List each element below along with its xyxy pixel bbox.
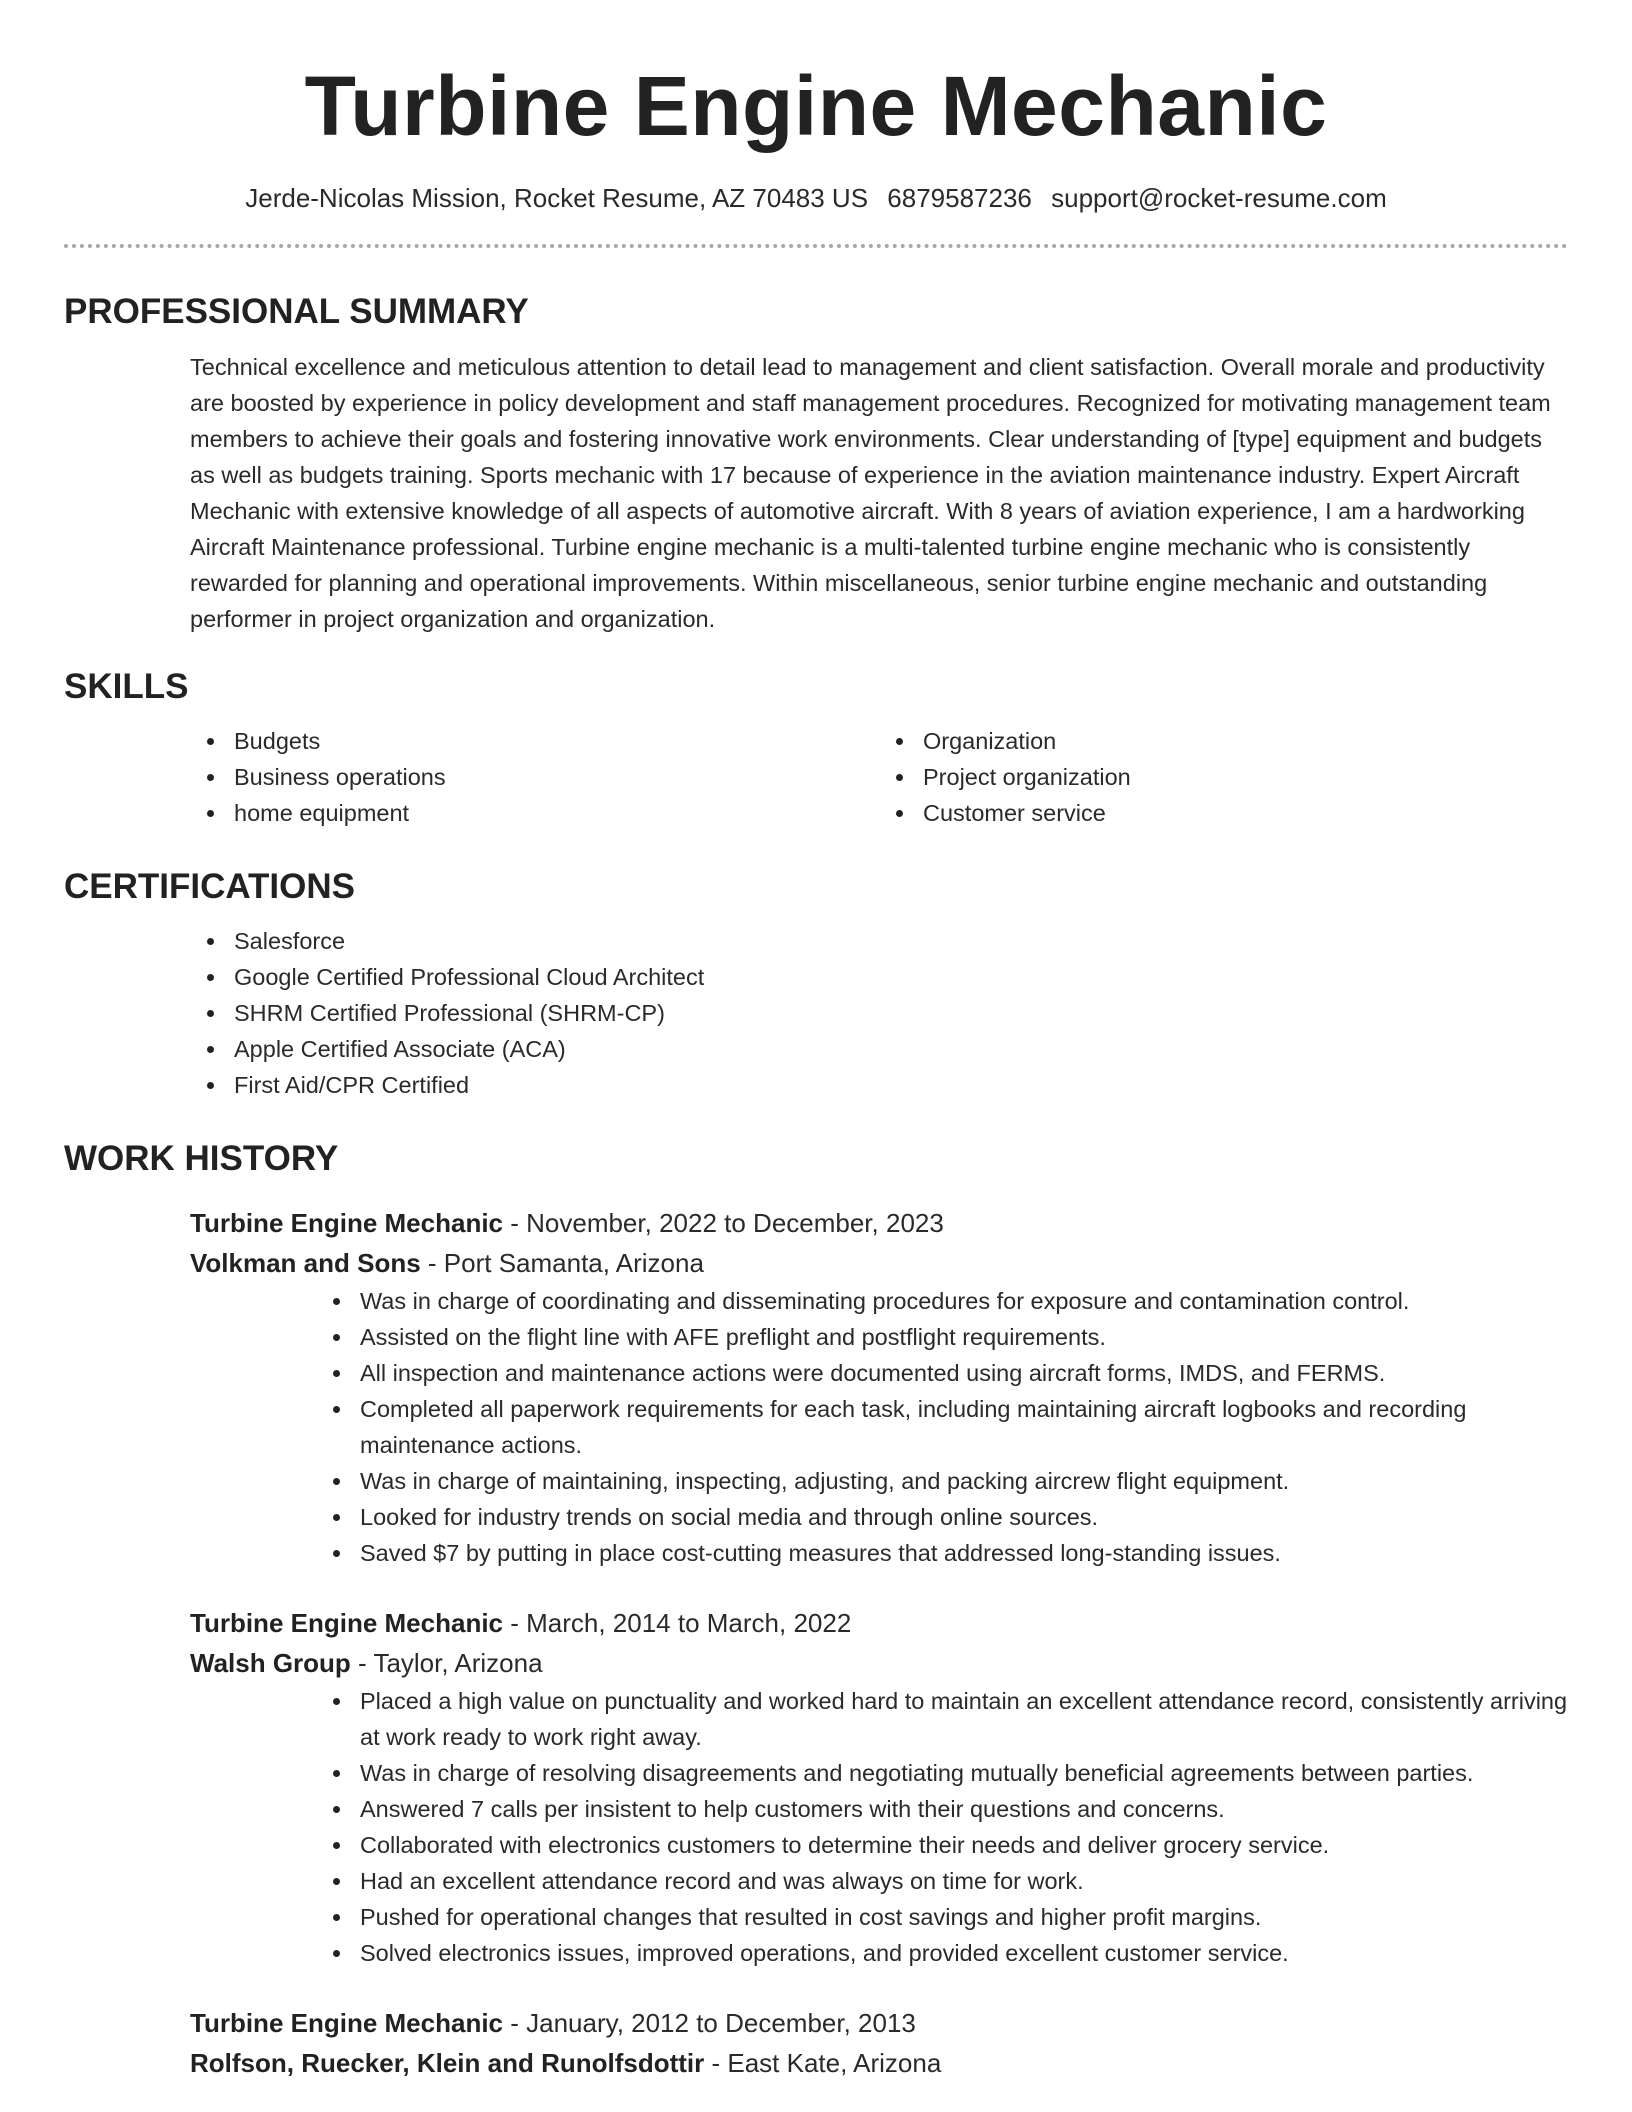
job-duty: Placed a high value on punctuality and worked hard to maintain an excellent attendance record, consistently arriving at work ready to work right away. [360, 1683, 1568, 1755]
certification-item: First Aid/CPR Certified [234, 1067, 1568, 1103]
job-company: Rolfson, Ruecker, Klein and Runolfsdottir [190, 2048, 705, 2078]
skill-item: Project organization [923, 759, 1568, 795]
certification-item: Salesforce [234, 923, 1568, 959]
job-dates: - November, 2022 to December, 2023 [503, 1208, 944, 1238]
job-title-line [190, 1603, 1568, 1643]
job-duty: All inspection and maintenance actions were documented using aircraft forms, IMDS, and FERMS. [360, 1355, 1568, 1391]
job-duties-list [190, 1283, 1568, 1571]
summary-heading: PROFESSIONAL SUMMARY [64, 292, 529, 331]
job-company: Walsh Group [190, 1648, 351, 1678]
certifications-section [64, 865, 1568, 1103]
skills-list-left [190, 723, 879, 831]
skill-item: Customer service [923, 795, 1568, 831]
job-role: Turbine Engine Mechanic [190, 1608, 504, 1638]
certifications-list [190, 923, 1568, 1103]
job-duty: Solved electronics issues, improved operations, and provided excellent customer service. [360, 1935, 1568, 1971]
job-dates: - March, 2014 to March, 2022 [503, 1608, 852, 1638]
job-duty: Was in charge of maintaining, inspecting, adjusting, and packing aircrew flight equipment. [360, 1463, 1568, 1499]
certification-item: Google Certified Professional Cloud Architect [234, 959, 1568, 995]
job-duty: Collaborated with electronics customers to determine their needs and deliver grocery service. [360, 1827, 1568, 1863]
job-duty: Answered 7 calls per insistent to help customers with their questions and concerns. [360, 1791, 1568, 1827]
job-duties-list [190, 1683, 1568, 1971]
job-dates: - January, 2012 to December, 2013 [503, 2008, 916, 2038]
skills-list-right [879, 723, 1568, 831]
summary-section [64, 290, 1568, 637]
job-duty: Was in charge of coordinating and disseminating procedures for exposure and contamination control. [360, 1283, 1568, 1319]
contact-phone: 6879587236 [887, 183, 1032, 213]
job-duty: Assisted on the flight line with AFE preflight and postflight requirements. [360, 1319, 1568, 1355]
certification-item: SHRM Certified Professional (SHRM-CP) [234, 995, 1568, 1031]
summary-text: Technical excellence and meticulous attention to detail lead to management and client satisfaction. Overall morale and productivity are boosted by experience in policy development and staff management procedures. Recognized for motivating management team members to achieve their goals and fostering innovative work environments. Clear understanding of [type] equipment and budgets as well as budgets training. Sports mechanic with 17 because of experience in the aviation maintenance industry. Expert Aircraft Mechanic with extensive knowledge of all aspects of automotive aircraft. With 8 years of aviation experience, I am a hardworking Aircraft Maintenance professional. Turbine engine mechanic is a multi-talented turbine engine mechanic who is consistently rewarded for planning and operational improvements. Within miscellaneous, senior turbine engine mechanic and outstanding performer in project organization and organization. [190, 354, 1551, 632]
job-company: Volkman and Sons [190, 1248, 421, 1278]
skill-item: Budgets [234, 723, 879, 759]
job-company-line [190, 1243, 1568, 1283]
contact-address: Jerde-Nicolas Mission, Rocket Resume, AZ 70483 US [245, 183, 869, 213]
resume-page [64, 0, 1568, 2083]
job-duty: Was in charge of resolving disagreements and negotiating mutually beneficial agreements between parties. [360, 1755, 1568, 1791]
job-duty: Completed all paperwork requirements for each task, including maintaining aircraft logbooks and recording maintenance actions. [360, 1391, 1568, 1463]
certifications-body [190, 923, 1568, 1103]
job-role: Turbine Engine Mechanic [190, 1208, 504, 1238]
job-title-line [190, 1203, 1568, 1243]
job-duty: Pushed for operational changes that resulted in cost savings and higher profit margins. [360, 1899, 1568, 1935]
job-company-line [190, 1643, 1568, 1683]
skill-item: home equipment [234, 795, 879, 831]
contact-line [64, 182, 1568, 214]
job-company-line [190, 2043, 1568, 2083]
skills-section [64, 665, 1568, 831]
work-history-heading: WORK HISTORY [64, 1139, 339, 1178]
job-duty: Looked for industry trends on social media and through online sources. [360, 1499, 1568, 1535]
skill-item: Business operations [234, 759, 879, 795]
job-location: - East Kate, Arizona [704, 2048, 942, 2078]
job-entry [190, 1203, 1568, 1571]
job-entry [190, 1603, 1568, 1971]
job-title-line [190, 2003, 1568, 2043]
skill-item: Organization [923, 723, 1568, 759]
header-divider [64, 244, 1568, 248]
certification-item: Apple Certified Associate (ACA) [234, 1031, 1568, 1067]
resume-name: Turbine Engine Mechanic [304, 59, 1328, 153]
work-history-section [64, 1137, 1568, 2083]
job-duty: Had an excellent attendance record and was always on time for work. [360, 1863, 1568, 1899]
skills-columns [190, 723, 1568, 831]
job-duty: Saved $7 by putting in place cost-cutting measures that addressed long-standing issues. [360, 1535, 1568, 1571]
contact-email: support@rocket-resume.com [1051, 183, 1387, 213]
job-role: Turbine Engine Mechanic [190, 2008, 504, 2038]
skills-heading: SKILLS [64, 667, 189, 706]
certifications-heading: CERTIFICATIONS [64, 867, 356, 906]
job-location: - Port Samanta, Arizona [420, 1248, 704, 1278]
job-location: - Taylor, Arizona [350, 1648, 543, 1678]
job-entry [190, 2003, 1568, 2083]
